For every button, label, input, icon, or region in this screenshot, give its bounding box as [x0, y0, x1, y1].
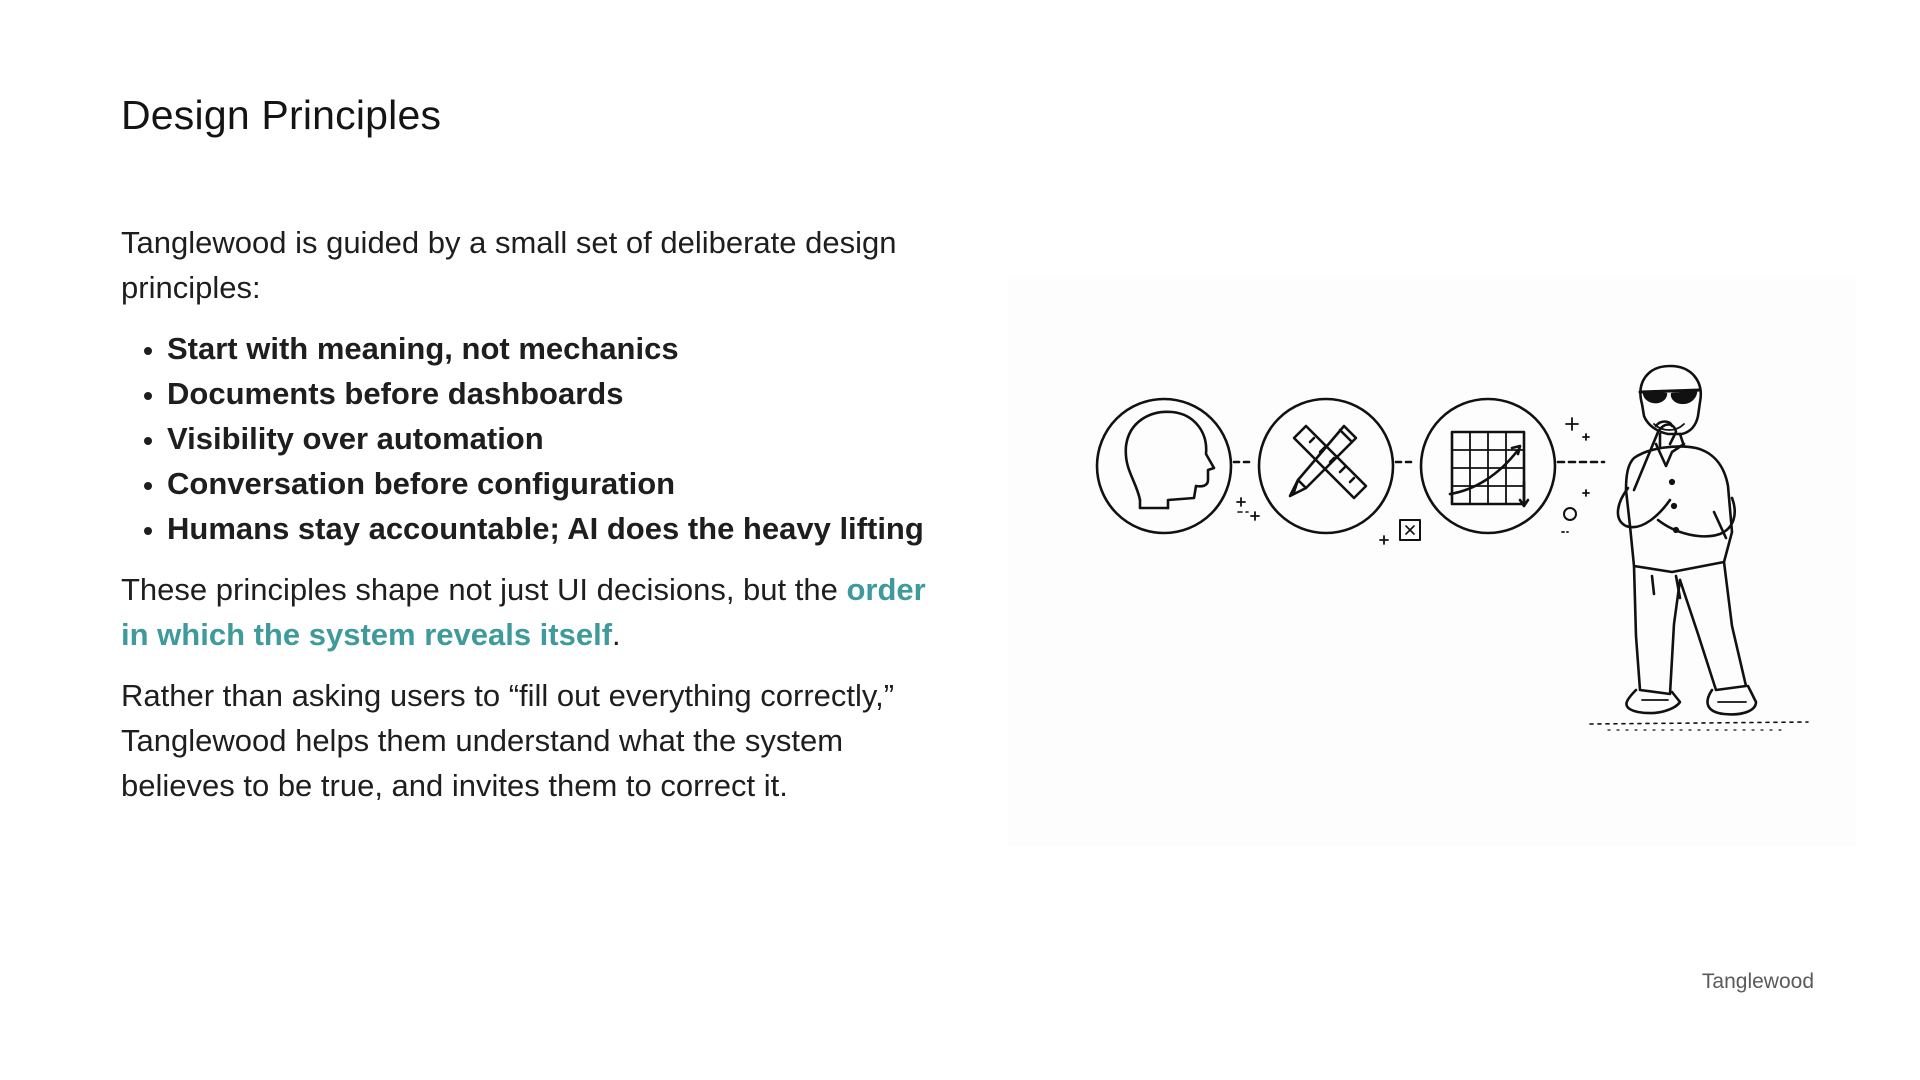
footer-brand: Tanglewood	[1701, 970, 1814, 993]
closing-paragraph: Rather than asking users to “fill out everything correctly,” Tanglewood helps them understand what the system believes to be true, and invites them to correct it.	[121, 678, 895, 803]
slide-body	[121, 220, 931, 824]
thinking-person-icon	[1590, 366, 1808, 730]
principle-item: • Visibility over automation	[167, 416, 931, 461]
principle-item: • Start with meaning, not mechanics	[167, 326, 931, 371]
principle-item: • Humans stay accountable; AI does the heavy lifting	[167, 506, 931, 551]
head-icon	[1097, 399, 1231, 533]
principles-list	[121, 326, 931, 551]
shape-text-suffix: .	[612, 617, 621, 652]
shape-paragraph	[121, 567, 931, 657]
shape-text-prefix: These principles shape not just UI decisions, but the	[121, 572, 847, 607]
shape-text-highlight: order in which the system reveals itself	[121, 572, 926, 652]
principle-item: • Conversation before configuration	[167, 461, 931, 506]
grid-chart-icon	[1421, 399, 1555, 533]
intro-paragraph: Tanglewood is guided by a small set of deliberate design principles:	[121, 225, 897, 305]
illustration-svg	[1008, 276, 1856, 846]
principle-item: • Documents before dashboards	[167, 371, 931, 416]
illustration	[1008, 276, 1856, 846]
page-title: Design Principles	[121, 92, 442, 138]
pencil-ruler-icon	[1259, 399, 1393, 533]
